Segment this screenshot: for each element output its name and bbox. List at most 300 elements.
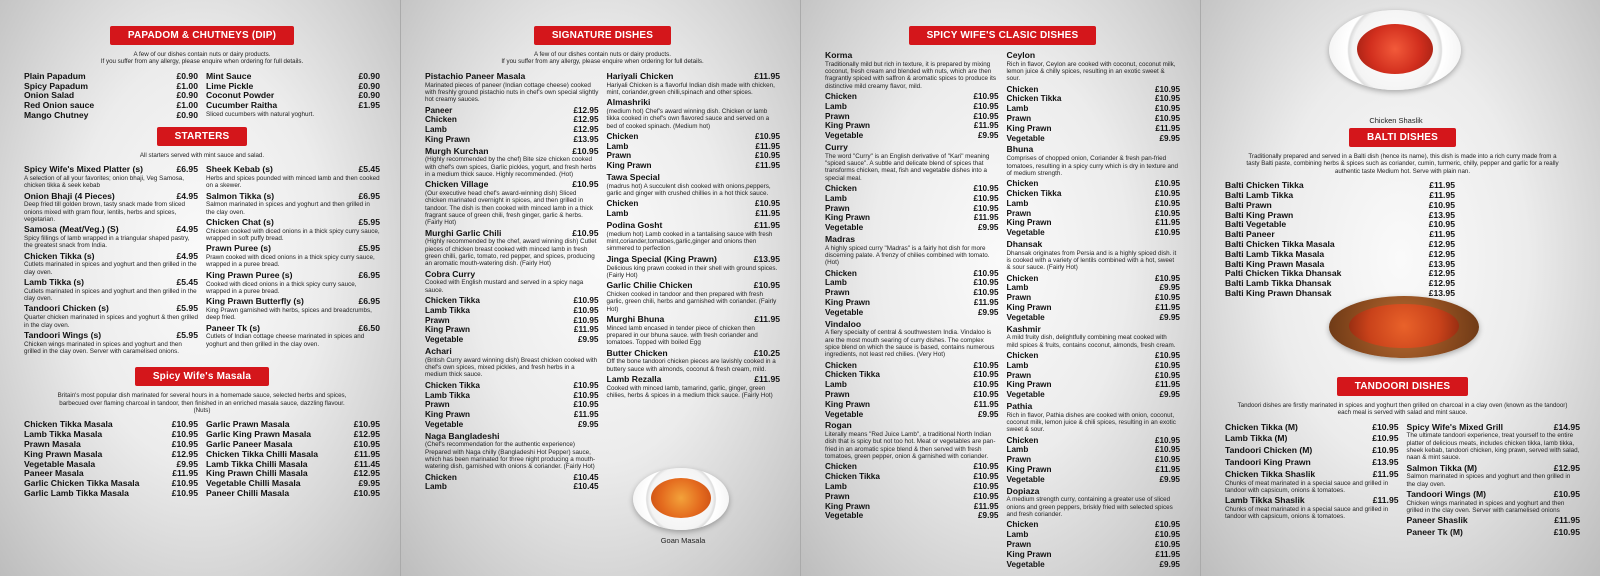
variant-price: £10.95 [973,389,999,399]
variant-row [425,316,599,326]
dish-name: Chicken Tikka (s) [24,250,95,261]
menu-dish [825,235,999,318]
dish-price: £11.95 [754,220,780,231]
dish-description: (Our executive head chef's award-winning dish) Sliced chicken marinated overnight in spices, and then grilled in tandoor. The dish is then cooked with minced lamb in a thick fragrant sauce of green chili, fresh ginger, garlic & herbs. (Fairly Hot) [425,190,593,227]
variant-price: £10.95 [1154,188,1180,198]
dish-price: £10.95 [1553,527,1580,538]
menu-dish [1225,446,1399,456]
variant-price: £10.95 [1154,293,1180,303]
variant-name: King Prawn [606,161,652,171]
variant-price: £11.95 [573,325,599,335]
variant-row [425,296,599,306]
variant-price: £11.95 [755,209,780,219]
variant-price: £9.95 [978,223,999,233]
dish-header [607,349,781,359]
balti-dish-plate [1329,296,1479,358]
item-name: Balti King Prawn Masala [1225,258,1325,269]
variant-price: £9.95 [1159,390,1180,400]
dish-name: Podina Gosht [606,220,663,231]
variant-price: £10.95 [973,462,999,472]
dish-name: Paneer Tk (M) [1406,527,1463,538]
item-price: £13.95 [1428,258,1455,269]
item-name: Balti Paneer [1225,229,1275,240]
variant-name: Chicken [825,360,857,370]
variant-price: £11.95 [1155,465,1180,475]
variant-price: £10.95 [573,380,599,390]
dish-description: Quarter chicken marinated in spices and yoghurt & then grilled in the clay oven. [24,314,198,329]
menu-dish [607,98,781,171]
item-name: Plain Papadum [24,70,86,81]
variant-name: Prawn [1006,293,1032,303]
variant-price: £11.95 [1155,218,1180,228]
dish-price: £4.95 [176,250,198,261]
dish-price: £6.95 [358,296,380,307]
variant-name: Prawn [825,203,850,213]
signature-left [425,72,599,494]
variant-row [425,473,599,483]
variant-name: Chicken [1006,84,1039,94]
dish-description: Dhansak originates from Persia and is a highly spiced dish. it is cooked with a variety of lentils combined with a hot, sweet & sour sauce. (Fairly Hot) [1006,249,1177,272]
dish-header [607,173,781,183]
variant-price: £12.95 [573,105,599,115]
variant-name: Prawn [825,389,850,399]
dish-header [1007,487,1181,497]
item-name: Balti Lamb Tikka [1225,190,1294,201]
item-price: £12.95 [1428,248,1455,259]
item-name: Cucumber Raitha [206,100,278,111]
goan-masala-caption: Goan Masala [660,536,706,545]
dish-header [607,375,781,385]
dish-description: Hariyali Chicken is a flavorful Indian dish made with chicken, mint, coriander,green chilli,spinach and other spices. [606,81,775,96]
dish-price: £10.95 [572,227,599,238]
variant-row [825,410,999,420]
signature-list [425,72,780,494]
item-price: £0.90 [176,70,198,81]
item-price: £11.95 [172,468,198,479]
variant-row [1007,313,1181,323]
item-price: £11.95 [1429,180,1455,191]
item-price: £12.95 [1428,239,1455,249]
menu-row [24,489,198,499]
variant-name: Vegetable [1006,559,1045,569]
variant-name: King Prawn [825,501,871,511]
variant-price: £10.95 [1154,445,1180,455]
tandoori-right [1407,423,1581,540]
item-price: £13.95 [1428,209,1455,220]
tandoori-left [1225,423,1399,540]
dish-price: £12.95 [1553,462,1580,473]
variant-name: Chicken [1006,351,1039,360]
dish-price: £5.45 [358,164,380,175]
balti-dish-food [1349,304,1459,348]
variant-price: £10.95 [1154,94,1180,104]
variant-price: £10.45 [573,482,599,492]
dish-description: Rich in flavor, Pathia dishes are cooked with onion, coconut, coconut milk, lemon juice & chili spices, resulting in an exotic sweet & sour. [1006,411,1176,434]
menu-dish [607,315,781,347]
variant-price: £9.95 [1159,312,1180,322]
dish-name: Tawa Special [606,172,660,183]
variant-name: Lamb [825,380,847,390]
item-price: £10.95 [171,429,198,440]
variant-name: Prawn [1006,539,1032,549]
dish-description: Spicy fillings of lamb wrapped in a triangular shaped pastry, the greatest snack from India. [24,235,190,250]
variant-name: Lamb [1006,360,1029,370]
signature-note: A few of our dishes contain nuts or dairy products. If you suffer from any allergy, please enquire when ordering for full details. [501,51,704,66]
item-name: Balti Chicken Tikka Masala [1225,239,1335,249]
item-name: Spicy Papadum [24,80,88,91]
variant-name: Chicken Tikka [825,370,880,380]
variant-name: King Prawn [1006,218,1052,228]
variant-row [1007,283,1181,293]
dish-description: Chicken cooked in tandoor and then prepared with fresh garlic, green chili, herbs and garnished with coriander. (Fairly Hot) [606,290,777,313]
variant-price: £11.95 [1155,123,1180,133]
variant-price: £11.95 [973,298,999,308]
variant-row [1007,475,1181,485]
dish-name: Almashriki [606,97,651,108]
menu-dish [24,225,198,249]
variant-price: £11.95 [973,501,999,511]
dish-header [425,270,599,280]
signature-banner: SIGNATURE DISHES [534,26,671,45]
variant-row [1007,94,1181,104]
dish-price: £4.95 [176,190,198,201]
variant-row [825,213,999,223]
panel-starters [0,0,400,576]
item-price: £11.45 [354,458,380,469]
menu-dish [825,143,999,233]
variant-name: Lamb [606,209,629,219]
variant-name: King Prawn [1006,123,1052,133]
variant-price: £11.95 [973,213,999,223]
classic-list [825,51,1180,571]
dish-name: Murgh Kurchan [425,145,489,156]
dish-name: Murghi Garlic Chili [425,227,502,238]
item-price: £10.95 [1428,219,1455,230]
menu-dish [825,421,999,521]
dish-name: Lamb Rezalla [606,373,662,384]
item-name: King Prawn Chilli Masala [206,468,308,479]
starters-list [24,165,380,357]
menu-dish [1407,490,1581,514]
dish-header [1225,496,1399,506]
variant-price: £11.95 [1155,303,1180,313]
dish-price: £11.95 [1372,495,1399,506]
dish-name: Sheek Kebab (s) [206,164,273,175]
variant-price: £10.95 [973,360,999,370]
dish-header [825,421,999,431]
dish-description: Off the bone tandoori chicken pieces are lavishly cooked in a buttery sauce with almonds, coconut & fresh cream, mild. [606,358,776,373]
menu-dish [425,180,599,226]
variant-price: £12.95 [573,125,599,135]
variant-price: £11.95 [755,161,780,171]
variant-price: £10.95 [973,111,999,121]
item-name: Paneer Chilli Masala [206,488,290,499]
menu-dish [607,72,781,96]
variant-price: £10.95 [573,390,599,400]
dish-name: Rogan [825,420,852,431]
allergy-note: A few of our dishes contain nuts or dairy products. If you suffer from any allergy, please enquire when ordering for full details. [100,51,304,66]
variant-row [825,112,999,122]
variant-name: King Prawn [825,213,871,223]
dish-name: Tandoori King Prawn [1225,456,1311,467]
variant-name: Prawn [825,111,850,121]
dish-price: £10.95 [1372,445,1399,456]
dish-description: Herbs and spices pounded with minced lamb and then cooked on a skewer. [206,175,380,190]
dish-header [607,98,781,108]
variant-row [825,380,999,390]
variant-name: Lamb [1006,198,1029,208]
variant-price: £9.95 [1159,283,1180,293]
variant-row [425,325,599,335]
variant-price: £9.95 [978,409,999,419]
variant-price: £11.95 [973,121,999,131]
variant-name: Lamb Tikka [425,305,470,315]
variant-price: £9.95 [978,131,999,141]
variant-row [1007,189,1181,199]
dish-name: Bhuna [1006,144,1034,155]
dish-header [607,255,781,265]
dish-name: Lamb Tikka (M) [1225,433,1288,444]
dish-description: Cutlets marinated in spices and yoghurt and then grilled in the clay oven. [24,287,197,303]
dish-description: The ultimate tandoori experience, treat yourself to the entire platter of delicious meats, includes chicken tikka, lamb tikka, sheek kebab, tandoori chicken, king prawn, served with salad, naan & mint sauce. [1406,432,1580,462]
dish-header [1225,446,1399,456]
variant-name: Chicken [425,115,457,125]
menu-dish [425,270,599,345]
variant-price: £10.95 [1154,435,1180,445]
shaslik-food [1357,24,1433,74]
dish-name: Pathia [1006,400,1033,411]
item-name: Prawn Masala [24,439,81,450]
menu-dish [24,331,198,355]
variant-row [607,161,781,171]
item-name: Lamb Tikka Masala [24,429,103,440]
variant-price: £11.95 [1155,380,1180,390]
variant-price: £10.95 [1154,370,1180,380]
variant-name: Lamb Tikka [425,390,470,400]
dish-description: (medium hot) Chef's award winning dish. Chicken or lamb tikka cooked in chef's own flavored sauce and served on a bed of cooked spinach. (Medium hot) [606,108,770,130]
item-name: Mint Sauce [206,70,252,81]
dish-header [1225,423,1399,433]
menu-dish [425,229,599,268]
dish-name: King Prawn Puree (s) [206,269,293,280]
item-name: Balti Lamb Tikka Masala [1225,248,1325,259]
variant-price: £10.95 [973,380,999,390]
variant-name: Prawn [606,151,632,161]
item-price: £0.90 [358,80,380,91]
variant-row [825,492,999,502]
dish-header [425,432,599,442]
goan-masala-plate [633,468,729,530]
dish-description: King Prawn garnished with herbs, spices and breadcrumbs, deep fried. [206,306,372,322]
menu-dish [1407,423,1581,462]
variant-row [825,361,999,371]
dish-price: £10.25 [753,347,780,358]
dish-name: Curry [825,141,848,152]
variant-row [825,102,999,112]
item-price: £10.95 [171,419,198,430]
variant-price: £10.95 [1154,179,1180,189]
shaslik-plate [1329,10,1461,90]
variant-row [825,482,999,492]
dish-header [24,225,198,235]
dish-description: A highly spiced curry "Madras" is a fairly hot dish for more discerning palate. A frenzy of chilies combined with tomato. (Hot) [825,244,990,267]
variant-price: £10.95 [1154,530,1180,540]
variant-row [425,306,599,316]
dish-description: Cooked with diced onions in a thick spicy curry sauce, wrapped in a puree bread. [206,280,357,295]
menu-dish [607,281,781,313]
variant-row [1007,436,1181,446]
variant-name: Prawn [1006,370,1032,380]
variant-price: £10.95 [1154,208,1180,218]
variant-name: King Prawn [425,410,471,420]
dish-header [1007,240,1181,250]
item-name: Vegetable Chilli Masala [206,478,301,489]
item-price: £10.95 [353,439,380,450]
variant-name: Lamb [1006,530,1029,540]
variant-name: Prawn [1006,455,1032,465]
variant-row [425,106,599,116]
item-name: Red Onion sauce [24,100,95,111]
menu-dish [1407,464,1581,488]
dish-name: Tandoori Chicken (M) [1225,445,1313,456]
menu-dish [206,218,380,242]
item-price: £0.90 [176,90,198,101]
variant-price: £10.95 [973,472,999,482]
variant-row [425,400,599,410]
classic-banner: SPICY WIFE'S CLASIC DISHES [909,26,1097,45]
papadom-right-items [206,72,380,111]
menu-dish [1407,516,1581,526]
menu-dish [425,147,599,179]
menu-dish [1007,51,1181,143]
variant-price: £10.95 [1154,360,1180,370]
dish-description: Minced lamb encased in tender piece of chicken then prepared in our bhuna sauce. with fresh coriander and tomatoes. Topped with boiled Egg [606,324,758,347]
dish-header [1225,470,1399,480]
variant-name: Prawn [425,400,450,410]
menu-dish [206,324,380,348]
dish-description: (Highly recommended by the chef, award winning dish) Cutlet pieces of chicken breast cooked with minced lamb in fresh green chilli, garlic, tomato, red pepper, and spices, producing an aromatic mouth-watering dish. (Fairly Hot) [425,238,597,268]
dish-header [1225,458,1399,468]
variant-row [1007,520,1181,530]
dish-price: £11.95 [1372,468,1399,479]
variant-price: £10.95 [1154,351,1180,360]
item-price: £11.95 [354,448,380,459]
papadom-banner: PAPADOM & CHUTNEYS (DIP) [110,26,294,45]
variant-row [607,151,781,161]
dish-price: £11.95 [1554,515,1580,526]
menu-dish [607,173,781,219]
variant-price: £10.95 [754,199,780,209]
masala-right [206,420,380,498]
dish-description: (Highly recommended by the chef) Bite size chicken cooked with chef's own spices, Garlic pickles, yogurt, and fresh herbs in a medium thick sauce. Highly recommended. (Hot) [425,156,597,179]
papadom-right [206,72,380,121]
variant-name: Vegetable [825,131,864,141]
tandoori-note: Tandoori dishes are firstly marinated in spices and yoghurt then grilled on charcoal in a clay oven (known as the tandoor) each meal is served with salad and mint sauce. [1237,401,1568,417]
panel-balti-tandoori [1200,0,1600,576]
dish-description: A medium strength curry, containing a greater use of sliced onions and green peppers, briskly fried with selected spices and fresh coriander. [1006,496,1173,519]
dish-description: Cutlets of Indian cottage cheese marinated in spices and yoghurt and then grilled in the clay oven. [206,333,365,348]
menu-dish [607,349,781,373]
papadom-list [24,72,380,121]
variant-row [825,400,999,410]
dish-header [1007,145,1181,155]
variant-name: Lamb [425,482,447,492]
variant-name: Chicken [825,91,857,101]
dish-name: Garlic Chilie Chicken [606,280,693,291]
variant-row [425,420,599,430]
dish-price: £11.95 [754,373,780,384]
variant-price: £9.95 [1159,559,1180,569]
variant-price: £9.95 [1159,133,1180,143]
variant-row [825,370,999,380]
menu-row [24,111,198,121]
dish-name: Chicken Tikka (M) [1225,421,1298,432]
item-price: £12.95 [1428,278,1455,289]
dish-header [607,281,781,291]
variant-row [1007,560,1181,570]
dish-price: £14.95 [1553,421,1580,432]
variant-price: £10.95 [973,203,999,213]
menu-dish [1007,325,1181,400]
dish-description: Salmon marinated in spices and yoghurt and then grilled in the clay oven. [1406,473,1571,488]
variant-name: Chicken [1006,273,1039,283]
starters-right [206,165,380,357]
dish-name: Kashmir [1006,323,1041,334]
tandoori-banner: TANDOORI DISHES [1337,377,1469,396]
dish-price: £5.95 [358,243,380,254]
starters-note: All starters served with mint sauce and salad. [139,151,265,159]
menu-dish [425,432,599,493]
variant-price: £11.95 [755,141,780,151]
item-name: Garlic Prawn Masala [206,419,290,430]
variant-price: £9.95 [978,511,999,521]
variant-row [825,194,999,204]
dish-description: (British Curry award winning dish) Breast chicken cooked with chef's own spices, mixed pickles, and fresh herbs in a medium thick sauce. [425,356,598,379]
dish-name: Lamb Tikka Shaslik [1225,495,1305,506]
dish-header [825,51,999,61]
menu-dish [206,192,380,216]
variant-row [825,390,999,400]
item-price: £12.95 [353,429,380,440]
variant-name: Chicken Tikka [425,380,480,390]
variant-price: £10.95 [1154,539,1180,549]
dish-name: Korma [825,50,853,60]
dish-header [825,235,999,245]
dish-price: £5.45 [176,277,198,288]
variant-name: Vegetable [825,511,864,521]
variant-row [425,410,599,420]
variant-row [1007,218,1181,228]
variant-row [1007,380,1181,390]
variant-name: Prawn [1006,208,1032,218]
menu-dish [607,375,781,399]
variant-row [1007,465,1181,475]
variant-name: Vegetable [1006,474,1045,484]
item-name: Palti Chicken Tikka Dhansak [1225,268,1342,279]
menu-dish [1225,434,1399,444]
variant-price: £10.95 [973,278,999,288]
dish-price: £10.95 [572,145,599,156]
variant-price: £10.95 [754,131,780,141]
dish-header [24,165,198,175]
variant-row [1007,540,1181,550]
variant-row [1007,124,1181,134]
dish-name: Butter Chicken [606,347,668,358]
panel-signature [400,0,800,576]
variant-name: King Prawn [1006,303,1052,313]
variant-row [425,125,599,135]
variant-name: Vegetable [1006,312,1045,322]
